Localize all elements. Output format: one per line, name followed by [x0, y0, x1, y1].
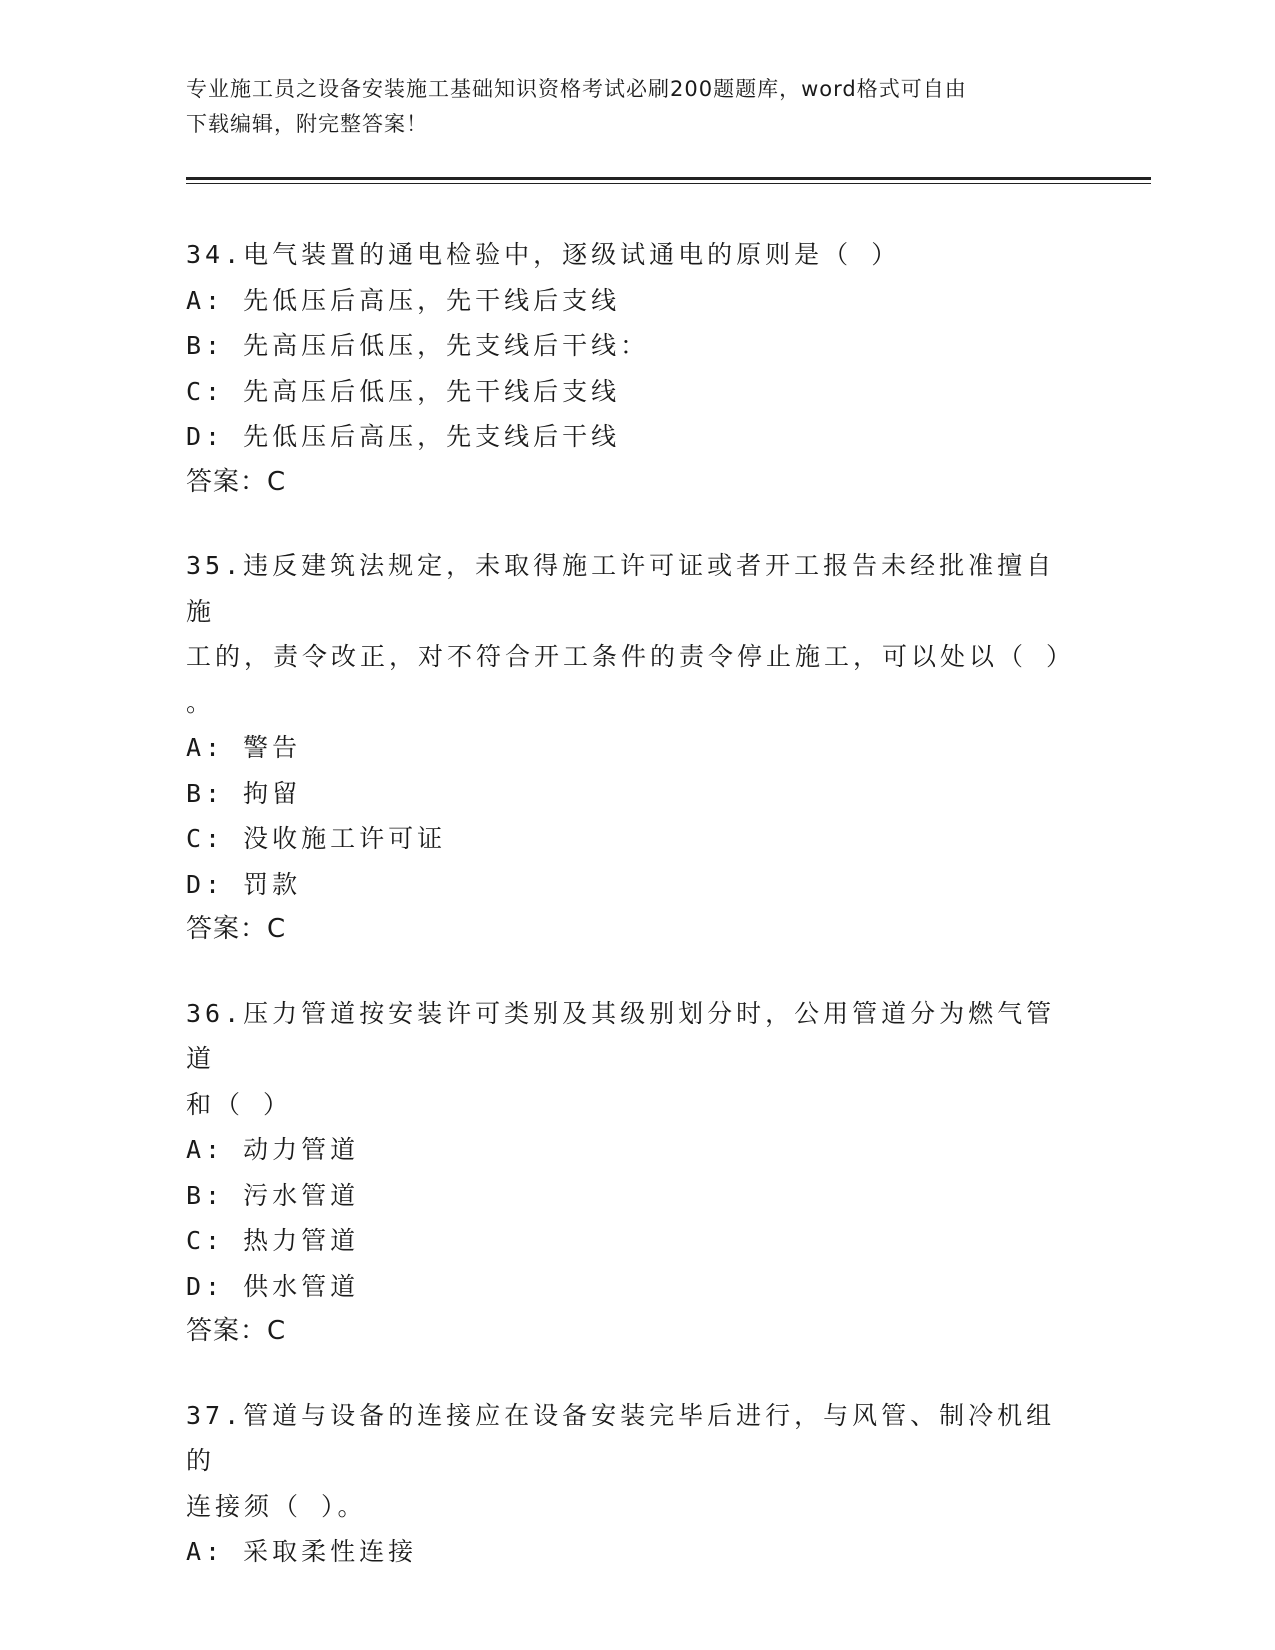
question-36: [186, 991, 1086, 1355]
option-a: [186, 725, 1086, 771]
answer-line: 答案：C: [186, 466, 287, 497]
answer-line: 答案：C: [186, 914, 287, 944]
option-d: [186, 414, 1086, 460]
option-key: B:: [186, 778, 225, 808]
option-text: 拘留: [243, 778, 302, 808]
stem-line: 和（ ）: [186, 1089, 293, 1119]
header-line-2: 下载编辑，附完整答案！: [186, 112, 428, 136]
document-header: [186, 72, 1066, 142]
option-key: C:: [186, 1226, 225, 1255]
option-key: A:: [186, 1135, 225, 1164]
option-key: D:: [186, 869, 225, 899]
question-stem: [186, 543, 1076, 725]
option-b: [186, 771, 1086, 817]
option-c: [186, 1218, 1086, 1264]
question-stem: [186, 1393, 1066, 1530]
answer-line: 答案：C: [186, 1316, 287, 1346]
option-key: D:: [186, 1271, 225, 1301]
option-text: 热力管道: [243, 1226, 360, 1255]
question-37: [186, 1393, 1086, 1575]
option-text: 采取柔性连接: [243, 1537, 418, 1566]
header-divider-thick: [186, 177, 1151, 180]
option-text: 警告: [243, 733, 302, 762]
option-key: A:: [186, 285, 225, 315]
option-b: [186, 323, 1086, 369]
option-a: [186, 278, 1086, 324]
option-key: B:: [186, 1180, 225, 1210]
option-text: 先低压后高压，先支线后干线: [243, 422, 621, 451]
option-d: [186, 1264, 1086, 1310]
header-divider-thin: [186, 183, 1151, 184]
stem-line: 34.电气装置的通电检验中，逐级试通电的原则是（ ）: [186, 240, 901, 269]
option-key: C:: [186, 376, 225, 406]
option-text: 罚款: [243, 869, 302, 899]
option-c: [186, 816, 1086, 862]
option-text: 污水管道: [243, 1180, 360, 1210]
option-text: 没收施工许可证: [243, 824, 447, 853]
option-key: A:: [186, 733, 225, 762]
question-34: [186, 232, 1086, 505]
stem-line: 36.压力管道按安装许可类别及其级别划分时，公用管道分为燃气管道: [186, 998, 1056, 1073]
stem-line: 工的，责令改正，对不符合开工条件的责令停止施工，可以处以（ ）: [186, 642, 1076, 671]
stem-line: 35.违反建筑法规定，未取得施工许可证或者开工报告未经批准擅自施: [186, 551, 1056, 626]
option-text: 先高压后低压，先支线后干线：: [243, 331, 650, 360]
option-text: 先高压后低压，先干线后支线: [243, 376, 621, 406]
question-stem: [186, 232, 1066, 278]
question-35: [186, 543, 1086, 953]
stem-line: 37.管道与设备的连接应在设备安装完毕后进行，与风管、制冷机组的: [186, 1400, 1056, 1475]
option-key: B:: [186, 331, 225, 360]
option-text: 先低压后高压，先干线后支线: [243, 285, 621, 315]
option-key: C:: [186, 824, 225, 853]
option-d: [186, 862, 1086, 908]
option-key: D:: [186, 422, 225, 451]
option-key: A:: [186, 1537, 225, 1566]
question-stem: [186, 991, 1066, 1128]
option-text: 供水管道: [243, 1271, 360, 1301]
question-list: [186, 232, 1086, 1613]
option-b: [186, 1173, 1086, 1219]
option-c: [186, 369, 1086, 415]
option-text: 动力管道: [243, 1135, 360, 1164]
option-a: [186, 1529, 1086, 1575]
option-a: [186, 1127, 1086, 1173]
stem-line: 。: [186, 687, 216, 717]
stem-line: 连接须（ ）。: [186, 1491, 367, 1521]
header-line-1: 专业施工员之设备安装施工基础知识资格考试必刷200题题库，word格式可自由: [186, 77, 967, 101]
